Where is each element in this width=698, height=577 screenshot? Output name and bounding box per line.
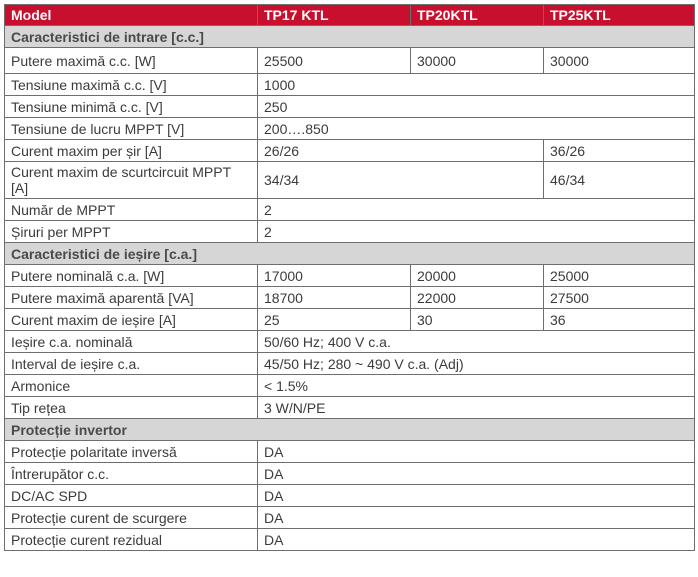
table-row: [5, 529, 695, 551]
header-tp25ktl: TP25KTL: [544, 5, 695, 26]
row-value-tp17: 17000: [258, 265, 411, 287]
header-model: Model: [5, 5, 258, 26]
row-value-tp25: 27500: [544, 287, 695, 309]
row-label: Putere maximă c.c. [W]: [5, 48, 258, 74]
row-label: Armonice: [5, 375, 258, 397]
row-label: Curent maxim de scurtcircuit MPPT [A]: [5, 162, 258, 199]
table-row: [5, 375, 695, 397]
row-label: Protecție curent de scurgere: [5, 507, 258, 529]
row-label: Tensiune maximă c.c. [V]: [5, 74, 258, 96]
table-row: [5, 441, 695, 463]
table-row: [5, 507, 695, 529]
row-label: Tip rețea: [5, 397, 258, 419]
table-row: [5, 199, 695, 221]
row-label: Tensiune de lucru MPPT [V]: [5, 118, 258, 140]
section-title-output: Caracteristici de ieșire [c.a.]: [5, 243, 695, 265]
row-value-tp20: 22000: [411, 287, 544, 309]
row-value-all: DA: [258, 507, 695, 529]
row-label: Număr de MPPT: [5, 199, 258, 221]
row-label: Putere nominală c.a. [W]: [5, 265, 258, 287]
spec-table-container: [4, 4, 694, 551]
row-label: Curent maxim per șir [A]: [5, 140, 258, 162]
row-value-tp25: 36: [544, 309, 695, 331]
row-value-all: 2: [258, 199, 695, 221]
row-value-all: 200….850: [258, 118, 695, 140]
row-value-all: DA: [258, 529, 695, 551]
table-row: [5, 96, 695, 118]
section-input-row: [5, 26, 695, 48]
table-row: [5, 48, 695, 74]
table-header-row: [5, 5, 695, 26]
row-value-tp20: 20000: [411, 265, 544, 287]
row-label: Întrerupător c.c.: [5, 463, 258, 485]
table-row: [5, 287, 695, 309]
row-label: Curent maxim de ieșire [A]: [5, 309, 258, 331]
table-row: [5, 309, 695, 331]
inverter-spec-table: [4, 4, 695, 551]
row-value-all: 2: [258, 221, 695, 243]
row-value-tp25: 25000: [544, 265, 695, 287]
row-label: DC/AC SPD: [5, 485, 258, 507]
row-value-tp20: 30: [411, 309, 544, 331]
table-row: [5, 353, 695, 375]
row-value-all: 3 W/N/PE: [258, 397, 695, 419]
row-value-tp17: 18700: [258, 287, 411, 309]
row-value-all: 1000: [258, 74, 695, 96]
row-value-tp17-tp20: 26/26: [258, 140, 544, 162]
table-row: [5, 221, 695, 243]
row-value-all: DA: [258, 485, 695, 507]
section-protection-row: [5, 419, 695, 441]
section-title-protection: Protecție invertor: [5, 419, 695, 441]
row-value-all: 50/60 Hz; 400 V c.a.: [258, 331, 695, 353]
row-value-tp17: 25: [258, 309, 411, 331]
row-value-tp20: 30000: [411, 48, 544, 74]
row-value-all: < 1.5%: [258, 375, 695, 397]
row-value-tp17-tp20: 34/34: [258, 162, 544, 199]
row-value-tp25: 46/34: [544, 162, 695, 199]
section-title-input: Caracteristici de intrare [c.c.]: [5, 26, 695, 48]
table-row: [5, 331, 695, 353]
row-label: Șiruri per MPPT: [5, 221, 258, 243]
row-label: Protecție polaritate inversă: [5, 441, 258, 463]
row-value-all: 45/50 Hz; 280 ~ 490 V c.a. (Adj): [258, 353, 695, 375]
table-row: [5, 140, 695, 162]
row-label: Protecție curent rezidual: [5, 529, 258, 551]
row-value-all: DA: [258, 441, 695, 463]
table-row: [5, 162, 695, 199]
row-label: Putere maximă aparentă [VA]: [5, 287, 258, 309]
row-label: Interval de ieșire c.a.: [5, 353, 258, 375]
row-label: Tensiune minimă c.c. [V]: [5, 96, 258, 118]
row-value-all: DA: [258, 463, 695, 485]
row-label: Ieșire c.a. nominală: [5, 331, 258, 353]
header-tp20ktl: TP20KTL: [411, 5, 544, 26]
header-tp17ktl: TP17 KTL: [258, 5, 411, 26]
table-row: [5, 265, 695, 287]
row-value-tp17: 25500: [258, 48, 411, 74]
table-row: [5, 74, 695, 96]
row-value-tp25: 36/26: [544, 140, 695, 162]
table-row: [5, 485, 695, 507]
section-output-row: [5, 243, 695, 265]
table-row: [5, 118, 695, 140]
row-value-tp25: 30000: [544, 48, 695, 74]
table-row: [5, 397, 695, 419]
row-value-all: 250: [258, 96, 695, 118]
table-row: [5, 463, 695, 485]
